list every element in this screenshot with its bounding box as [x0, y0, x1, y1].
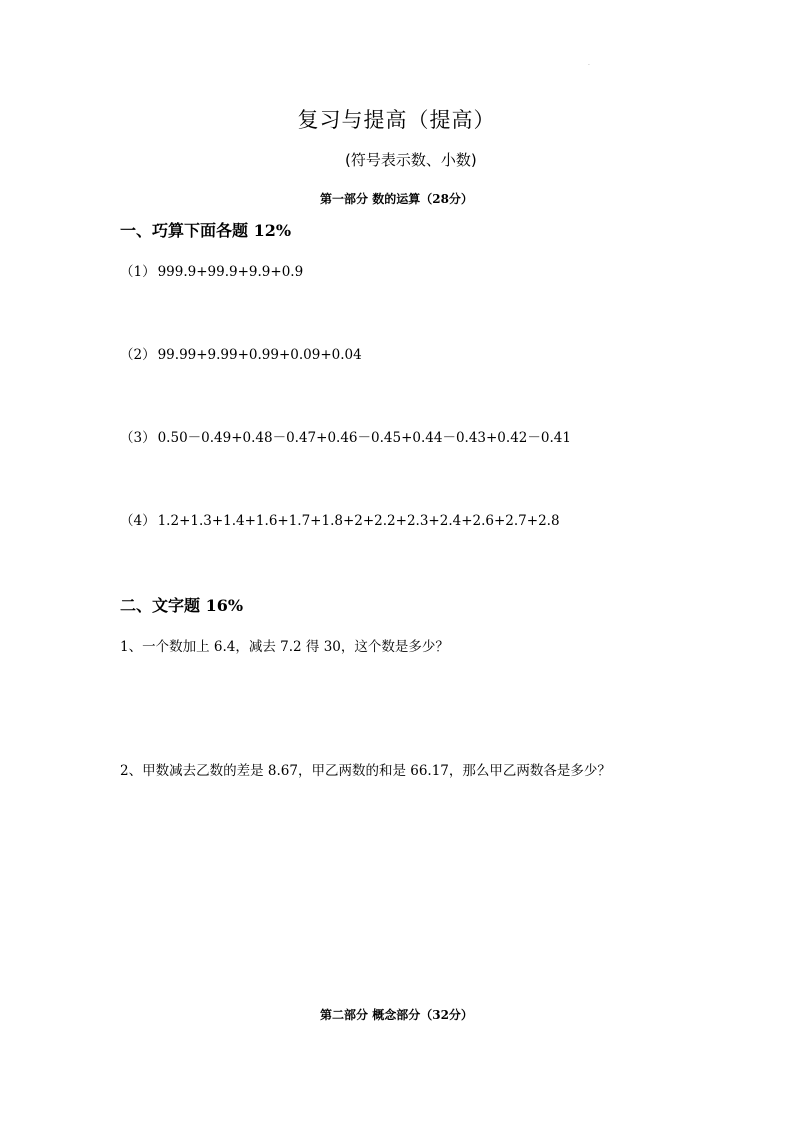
section2-heading: 二、文字题 16%	[120, 596, 244, 615]
question-text: 0.50－0.49+0.48－0.47+0.46－0.45+0.44－0.43+0.42－0.41	[157, 430, 571, 446]
question-number: （2）	[120, 347, 156, 363]
question-2-1: 1、一个数加上 6.4，减去 7.2 得 30，这个数是多少？	[120, 639, 449, 655]
question-2-2: 2、甲数减去乙数的差是 8.67，甲乙两数的和是 66.17，那么甲乙两数各是多少？	[120, 763, 611, 779]
question-1-4	[120, 509, 560, 529]
question-number: （1）	[120, 264, 156, 280]
corner-mark: ·	[588, 62, 590, 69]
question-text: 1.2+1.3+1.4+1.6+1.7+1.8+2+2.2+2.3+2.4+2.6+2.7+2.8	[157, 513, 560, 529]
question-1-1	[120, 260, 303, 280]
part1-heading: 第一部分 数的运算（28分）	[320, 192, 473, 206]
question-number: （3）	[120, 430, 156, 446]
part2-heading: 第二部分 概念部分（32分）	[320, 1008, 473, 1022]
document-title: 复习与提高（提高）	[297, 108, 496, 132]
question-text: 99.99+9.99+0.99+0.09+0.04	[157, 347, 362, 363]
question-text: 999.9+99.9+9.9+0.9	[157, 264, 304, 280]
document-subtitle: (符号表示数、小数)	[345, 151, 477, 169]
question-number: （4）	[120, 513, 156, 529]
section1-heading: 一、巧算下面各题 12%	[120, 221, 292, 240]
question-1-3	[120, 426, 571, 446]
question-1-2	[120, 343, 362, 363]
